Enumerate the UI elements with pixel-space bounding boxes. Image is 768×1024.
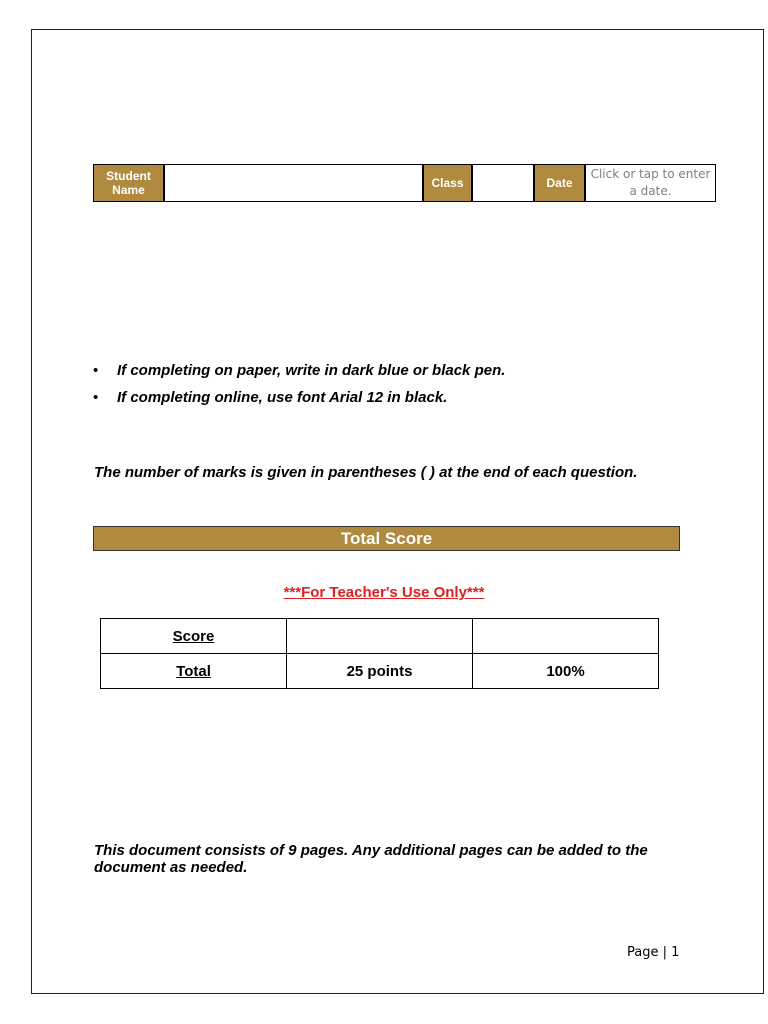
score-table xyxy=(100,618,659,689)
date-picker-field[interactable]: Click or tap to enter a date. xyxy=(585,164,716,202)
marks-note: The number of marks is given in parentheses ( ) at the end of each question. xyxy=(94,464,638,481)
table-row xyxy=(101,654,659,689)
date-row xyxy=(534,164,716,202)
total-score-title: Total Score xyxy=(93,526,680,551)
score-percent-cell[interactable] xyxy=(473,619,659,654)
date-label: Date xyxy=(534,164,585,202)
score-label-cell xyxy=(101,619,287,654)
teacher-use-label: ***For Teacher's Use Only*** xyxy=(283,584,485,601)
score-label: Score xyxy=(172,627,215,645)
class-label: Class xyxy=(423,164,472,202)
class-field[interactable] xyxy=(472,164,534,202)
student-name-label: Student Name xyxy=(93,164,164,202)
instruction-item xyxy=(93,362,505,389)
score-points-cell[interactable] xyxy=(287,619,473,654)
total-label-cell xyxy=(101,654,287,689)
page-number: Page | 1 xyxy=(627,945,680,960)
footer-note: This document consists of 9 pages. Any additional pages can be added to the document as needed. xyxy=(94,842,648,876)
student-info-row xyxy=(93,164,534,202)
student-name-field[interactable] xyxy=(164,164,423,202)
total-label: Total xyxy=(176,662,211,680)
bullet-icon: • xyxy=(93,362,99,379)
instruction-text: If completing online, use font Arial 12 in black. xyxy=(117,389,448,406)
total-percent-cell: 100% xyxy=(473,654,659,689)
table-row xyxy=(101,619,659,654)
instructions-list xyxy=(93,362,505,416)
instruction-text: If completing on paper, write in dark blue or black pen. xyxy=(117,362,506,379)
bullet-icon: • xyxy=(93,389,99,406)
total-points-cell: 25 points xyxy=(287,654,473,689)
instruction-item xyxy=(93,389,505,416)
